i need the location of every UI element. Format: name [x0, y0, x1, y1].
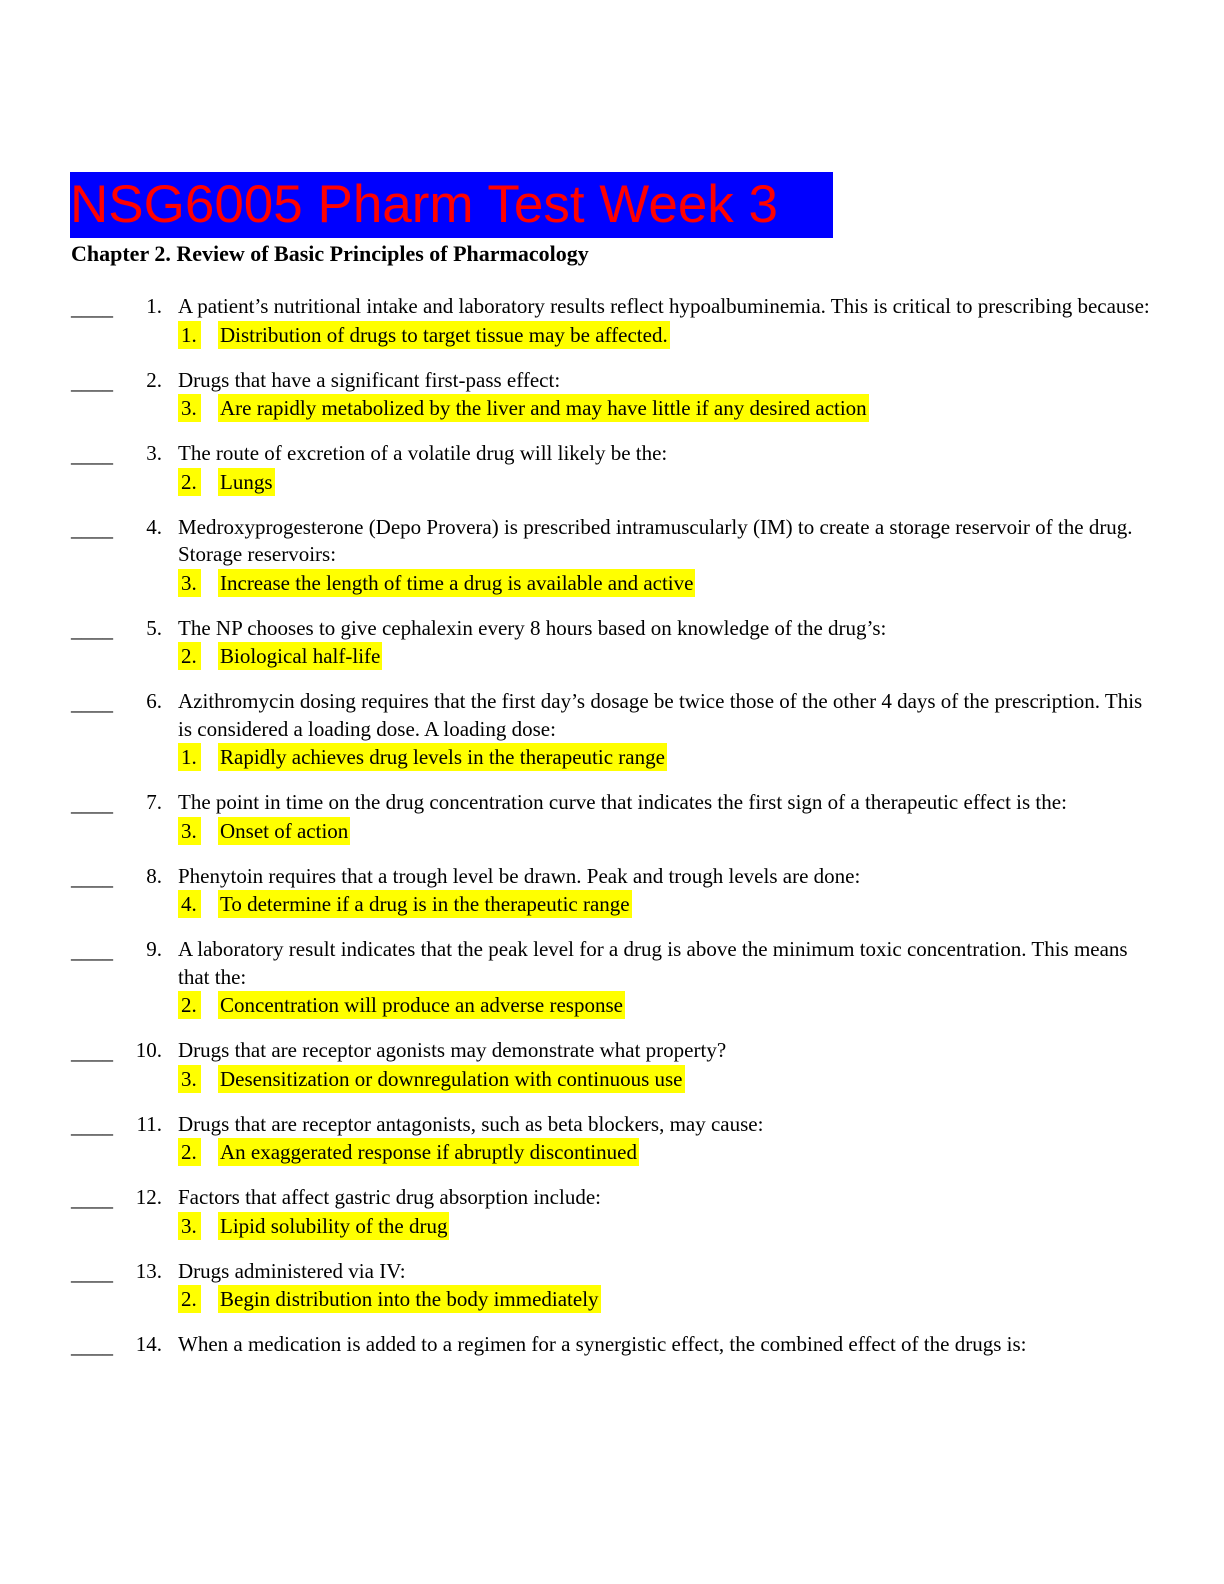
question-number: 11.: [136, 1111, 162, 1136]
answer-blank: ____: [71, 1040, 113, 1064]
answer-number: 4.: [178, 890, 201, 918]
answer-blank: ____: [71, 691, 113, 715]
question-number: 2.: [146, 367, 162, 392]
answer-text: Rapidly achieves drug levels in the therapeutic range: [220, 745, 665, 769]
answer-blank: ____: [71, 617, 113, 642]
question-number: 6.: [146, 689, 162, 713]
answer-blank: ____: [71, 939, 113, 963]
question-item: [0, 863, 1224, 919]
question-item: [0, 1037, 1224, 1093]
question-number: 5.: [146, 615, 162, 640]
question-text: Phenytoin requires that a trough level be drawn. Peak and trough levels are done:: [178, 863, 861, 888]
question-text: Drugs administered via IV:: [178, 1258, 406, 1283]
answer-number: 2.: [178, 1138, 201, 1166]
question-text: The NP chooses to give cephalexin every 8 hours based on knowledge of the drug’s:: [178, 615, 887, 640]
question-number: 10.: [135, 1038, 162, 1062]
question-item: [0, 688, 1224, 771]
answer-text: Lipid solubility of the drug: [220, 1213, 448, 1238]
answer-number: 2.: [178, 642, 201, 670]
question-text: When a medication is added to a regimen for a synergistic effect, the combined effect of the drugs is:: [178, 1332, 1027, 1356]
highlighted-answer: [178, 1285, 1224, 1313]
answer-blank: ____: [71, 1334, 113, 1358]
answer-text: Increase the length of time a drug is available and active: [220, 570, 694, 595]
answer-number: 2.: [178, 991, 201, 1019]
question-text: A patient’s nutritional intake and laboratory results reflect hypoalbuminemia. This is critical to prescribing because:: [178, 294, 1150, 318]
highlighted-answer: [178, 1065, 1224, 1093]
question-item: [0, 514, 1224, 597]
answer-text: An exaggerated response if abruptly discontinued: [220, 1140, 637, 1164]
answer-blank: ____: [71, 865, 113, 890]
answer-blank: ____: [71, 1187, 113, 1211]
answer-text: Concentration will produce an adverse response: [220, 993, 623, 1017]
question-text: Medroxyprogesterone (Depo Provera) is prescribed intramuscularly (IM) to create a storage reservoir of the drug. Storage reservoirs:: [178, 514, 1133, 566]
answer-text: Onset of action: [220, 818, 349, 843]
highlighted-answer: [178, 321, 1224, 349]
highlighted-answer: [178, 991, 1224, 1019]
highlighted-answer: [178, 569, 1224, 597]
highlighted-answer: [178, 468, 1224, 496]
question-text: Drugs that are receptor antagonists, such as beta blockers, may cause:: [178, 1111, 764, 1136]
question-text: Factors that affect gastric drug absorption include:: [178, 1185, 601, 1209]
answer-text: Lungs: [220, 469, 273, 494]
question-number: 13.: [135, 1258, 162, 1283]
highlighted-answer: [178, 1138, 1224, 1166]
question-item: [0, 293, 1224, 349]
question-number: 1.: [146, 294, 162, 318]
question-text: A laboratory result indicates that the peak level for a drug is above the minimum toxic concentration. This means that the:: [178, 937, 1128, 989]
question-item: [0, 936, 1224, 1019]
highlighted-answer: [178, 743, 1224, 771]
answer-text: Are rapidly metabolized by the liver and may have little if any desired action: [220, 396, 867, 420]
question-number: 12.: [135, 1185, 162, 1209]
question-number: 4.: [146, 514, 162, 539]
answer-blank: ____: [71, 369, 113, 394]
question-number: 7.: [146, 790, 162, 814]
answer-number: 3.: [178, 817, 201, 845]
question-item: [0, 1331, 1224, 1359]
question-text: Drugs that are receptor agonists may demonstrate what property?: [178, 1038, 727, 1062]
answer-text: Distribution of drugs to target tissue may be affected.: [220, 322, 668, 347]
answer-blank: ____: [71, 1113, 113, 1138]
answer-text: Begin distribution into the body immediately: [220, 1287, 599, 1311]
question-list: [0, 293, 1224, 1377]
answer-blank: ____: [71, 792, 113, 816]
highlighted-answer: [178, 817, 1224, 845]
answer-blank: ____: [71, 1260, 113, 1285]
answer-text: Desensitization or downregulation with continuous use: [220, 1066, 683, 1091]
answer-blank: ____: [71, 296, 113, 320]
answer-number: 1.: [178, 743, 201, 771]
answer-text: Biological half-life: [220, 644, 381, 668]
answer-number: 3.: [178, 394, 201, 422]
question-number: 14.: [135, 1332, 162, 1356]
answer-blank: ____: [71, 516, 113, 541]
question-item: [0, 1111, 1224, 1167]
answer-number: 3.: [178, 1212, 201, 1240]
answer-text: To determine if a drug is in the therapeutic range: [220, 892, 630, 916]
answer-number: 2.: [178, 468, 201, 496]
question-number: 8.: [146, 863, 162, 888]
question-item: [0, 367, 1224, 423]
question-text: Azithromycin dosing requires that the first day’s dosage be twice those of the other 4 days of the prescription. This is considered a loading dose. A loading dose:: [178, 689, 1143, 741]
question-number: 3.: [146, 441, 162, 465]
question-number: 9.: [146, 937, 162, 961]
question-text: The point in time on the drug concentration curve that indicates the first sign of a therapeutic effect is the:: [178, 790, 1067, 814]
question-text: The route of excretion of a volatile drug will likely be the:: [178, 441, 668, 465]
answer-number: 1.: [178, 321, 201, 349]
question-text: Drugs that have a significant first-pass effect:: [178, 367, 561, 392]
answer-number: 2.: [178, 1285, 201, 1313]
question-item: [0, 1258, 1224, 1314]
answer-number: 3.: [178, 569, 201, 597]
answer-blank: ____: [71, 443, 113, 467]
highlighted-answer: [178, 394, 1224, 422]
question-item: [0, 789, 1224, 845]
highlighted-answer: [178, 890, 1224, 918]
highlighted-answer: [178, 642, 1224, 670]
question-item: [0, 1184, 1224, 1240]
page-title: NSG6005 Pharm Test Week 3: [70, 172, 833, 238]
highlighted-answer: [178, 1212, 1224, 1240]
answer-number: 3.: [178, 1065, 201, 1093]
question-item: [0, 440, 1224, 496]
chapter-heading: Chapter 2. Review of Basic Principles of Pharmacology: [71, 241, 589, 266]
question-item: [0, 615, 1224, 671]
